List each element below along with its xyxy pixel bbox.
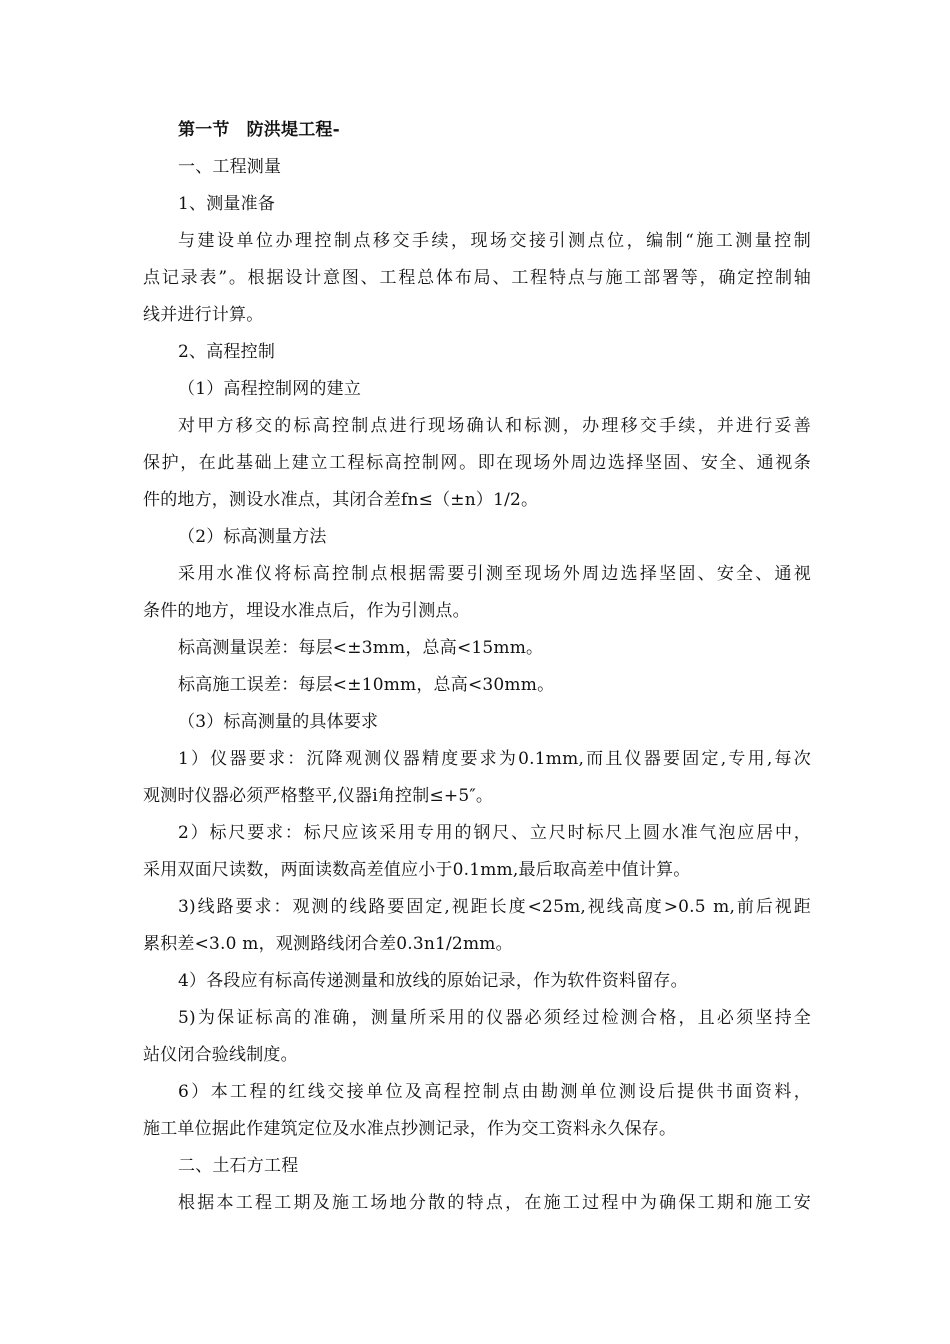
paragraph-line: 观测时仪器必须严格整平,仪器i角控制≤+5″。 <box>143 786 494 806</box>
paragraph-line: 采用双面尺读数，两面读数高差值应小于0.1mm,最后取高差中值计算。 <box>143 860 691 880</box>
item-heading: 2、高程控制 <box>178 342 276 362</box>
paragraph-line: 保护，在此基础上建立工程标高控制网。即在现场外周边选择坚固、安全、通视条 <box>143 453 811 473</box>
paragraph-line: 点记录表”。根据设计意图、工程总体布局、工程特点与施工部署等，确定控制轴 <box>143 268 811 288</box>
paragraph-line: 标高测量误差：每层<±3mm，总高<15mm。 <box>178 638 544 658</box>
section-number: 第一节 <box>178 120 230 140</box>
paragraph-line: 与建设单位办理控制点移交手续，现场交接引测点位，编制“施工测量控制 <box>178 231 811 251</box>
paragraph-line: 施工单位据此作建筑定位及水准点抄测记录，作为交工资料永久保存。 <box>143 1119 677 1139</box>
paragraph-line: 对甲方移交的标高控制点进行现场确认和标测，办理移交手续，并进行妥善 <box>178 416 811 436</box>
paragraph-line: 件的地方，测设水准点，其闭合差fn≤（±n）1/2。 <box>143 490 539 510</box>
paragraph-line: 6）本工程的红线交接单位及高程控制点由勘测单位测设后提供书面资料， <box>178 1082 811 1102</box>
item-heading: （1）高程控制网的建立 <box>178 379 362 399</box>
paragraph-line: 1）仪器要求：沉降观测仪器精度要求为0.1mm,而且仪器要固定,专用,每次 <box>178 749 811 769</box>
subsection-heading: 二、土石方工程 <box>178 1156 299 1176</box>
item-heading: （3）标高测量的具体要求 <box>178 712 379 732</box>
subsection-heading: 一、工程测量 <box>178 157 282 177</box>
paragraph-line: 线并进行计算。 <box>143 305 264 325</box>
paragraph-line: 2）标尺要求：标尺应该采用专用的钢尺、立尺时标尺上圆水准气泡应居中， <box>178 823 811 843</box>
item-heading: 1、测量准备 <box>178 194 276 214</box>
paragraph-line: 4）各段应有标高传递测量和放线的原始记录，作为软件资料留存。 <box>178 971 688 991</box>
paragraph-line: 采用水准仪将标高控制点根据需要引测至现场外周边选择坚固、安全、通视 <box>178 564 811 584</box>
paragraph-line: 累积差<3.0 m，观测路线闭合差0.3n1/2mm。 <box>143 934 513 954</box>
paragraph-line: 根据本工程工期及施工场地分散的特点，在施工过程中为确保工期和施工安 <box>178 1193 811 1213</box>
paragraph-line: 5)为保证标高的准确，测量所采用的仪器必须经过检测合格，且必须坚持全 <box>178 1008 811 1028</box>
document-body <box>143 112 811 1222</box>
paragraph-line: 站仪闭合验线制度。 <box>143 1045 298 1065</box>
paragraph-line: 标高施工误差：每层<±10mm，总高<30mm。 <box>178 675 555 695</box>
section-heading <box>143 112 811 149</box>
paragraph-line: 条件的地方，埋设水准点后，作为引测点。 <box>143 601 470 621</box>
paragraph-line: 3)线路要求：观测的线路要固定,视距长度<25m,视线高度>0.5 m,前后视距 <box>178 897 811 917</box>
section-title: 防洪堤工程- <box>246 120 340 140</box>
item-heading: （2）标高测量方法 <box>178 527 327 547</box>
